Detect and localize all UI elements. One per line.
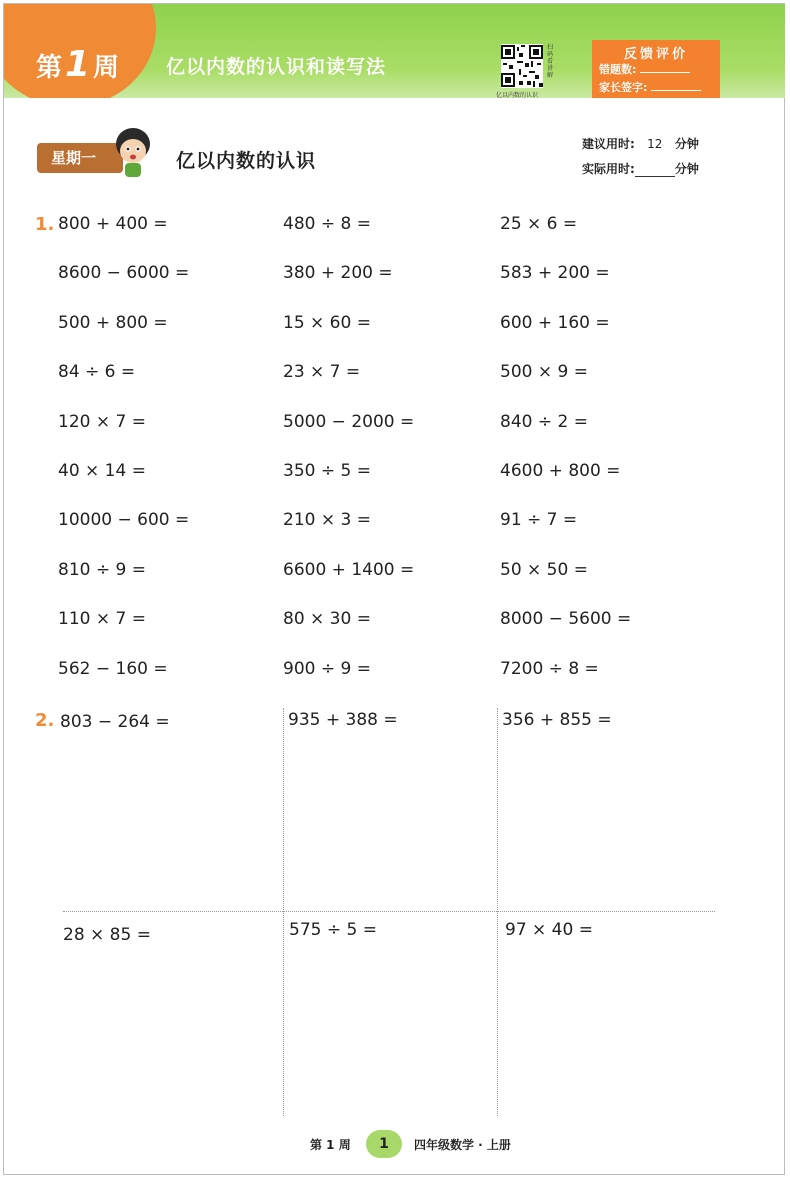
oral-calc-problem: 210 × 3 = [283, 510, 371, 530]
page-footer [0, 1130, 790, 1156]
oral-calc-problem: 500 + 800 = [58, 313, 168, 333]
vertical-calc-problem: 803 − 264 = [60, 712, 170, 732]
oral-calc-problem: 480 ÷ 8 = [283, 214, 371, 234]
oral-calc-problem: 380 + 200 = [283, 263, 393, 283]
oral-calc-problem: 800 + 400 = [58, 214, 168, 234]
work-area-divider [497, 708, 498, 1116]
oral-calc-problem: 91 ÷ 7 = [500, 510, 578, 530]
oral-calc-problem: 8600 − 6000 = [58, 263, 190, 283]
oral-calc-problem: 7200 ÷ 8 = [500, 659, 599, 679]
oral-calc-problem: 500 × 9 = [500, 362, 588, 382]
oral-calc-problem: 80 × 30 = [283, 609, 371, 629]
week-number: 1 [65, 44, 91, 85]
footer-week: 第 1 周 [310, 1138, 351, 1152]
day-tag: 星期一 [37, 143, 123, 173]
work-area-divider [283, 708, 284, 1116]
actual-time-row: 实际用时: 分钟 [582, 162, 699, 176]
oral-calc-problem: 600 + 160 = [500, 313, 610, 333]
oral-calc-problem: 23 × 7 = [283, 362, 361, 382]
footer-book-title: 四年级数学 · 上册 [414, 1138, 511, 1152]
qr-caption: 亿以内数的认识 [496, 92, 539, 98]
week-banner [4, 4, 785, 98]
feedback-parent-field[interactable] [651, 80, 701, 91]
vertical-calc-problem: 97 × 40 = [505, 920, 593, 940]
page-number: 1 [366, 1130, 402, 1158]
feedback-title: 反馈评价 [623, 47, 688, 62]
oral-calc-problem: 6600 + 1400 = [283, 560, 415, 580]
oral-calc-problem: 84 ÷ 6 = [58, 362, 136, 382]
oral-calc-problem: 350 ÷ 5 = [283, 461, 371, 481]
vertical-calc-problem: 935 + 388 = [288, 710, 398, 730]
oral-calc-problem: 810 ÷ 9 = [58, 560, 146, 580]
oral-calc-problem: 583 + 200 = [500, 263, 610, 283]
feedback-box [592, 40, 720, 98]
unit-title: 亿以内数的认识和读写法 [166, 56, 387, 78]
question-1-number: 1. [35, 214, 55, 235]
oral-calc-problem: 562 − 160 = [58, 659, 168, 679]
vertical-calc-problem: 28 × 85 = [63, 925, 151, 945]
oral-calc-problem: 840 ÷ 2 = [500, 412, 588, 432]
question-2-number: 2. [35, 710, 55, 731]
oral-calc-problem: 120 × 7 = [58, 412, 146, 432]
oral-calc-problem: 25 × 6 = [500, 214, 578, 234]
mascot-icon [112, 124, 154, 180]
oral-calc-problem: 4600 + 800 = [500, 461, 621, 481]
oral-calc-problem: 110 × 7 = [58, 609, 146, 629]
oral-calc-problem: 40 × 14 = [58, 461, 146, 481]
qr-side-text: 扫码看讲解 [547, 44, 554, 79]
feedback-errors-row: 错题数: [599, 61, 690, 77]
vertical-calc-problem: 575 ÷ 5 = [289, 920, 377, 940]
qr-code-icon[interactable] [501, 44, 543, 88]
week-label: 第1 周 [36, 44, 120, 85]
oral-calc-problem: 8000 − 5600 = [500, 609, 632, 629]
oral-calc-problem: 50 × 50 = [500, 560, 588, 580]
oral-calc-problem: 10000 − 600 = [58, 510, 190, 530]
actual-time-field[interactable] [635, 162, 675, 177]
feedback-errors-field[interactable] [640, 62, 690, 73]
oral-calc-problem: 5000 − 2000 = [283, 412, 415, 432]
lesson-title: 亿以内数的认识 [176, 150, 317, 172]
feedback-parent-row: 家长签字: [599, 79, 701, 95]
oral-calc-problem: 15 × 60 = [283, 313, 371, 333]
oral-calc-problem: 900 ÷ 9 = [283, 659, 371, 679]
suggested-time-value: 12 [647, 137, 663, 151]
work-area-divider [63, 911, 715, 912]
suggested-time-row: 建议用时: 12 分钟 [582, 137, 699, 151]
vertical-calc-problem: 356 + 855 = [502, 710, 612, 730]
